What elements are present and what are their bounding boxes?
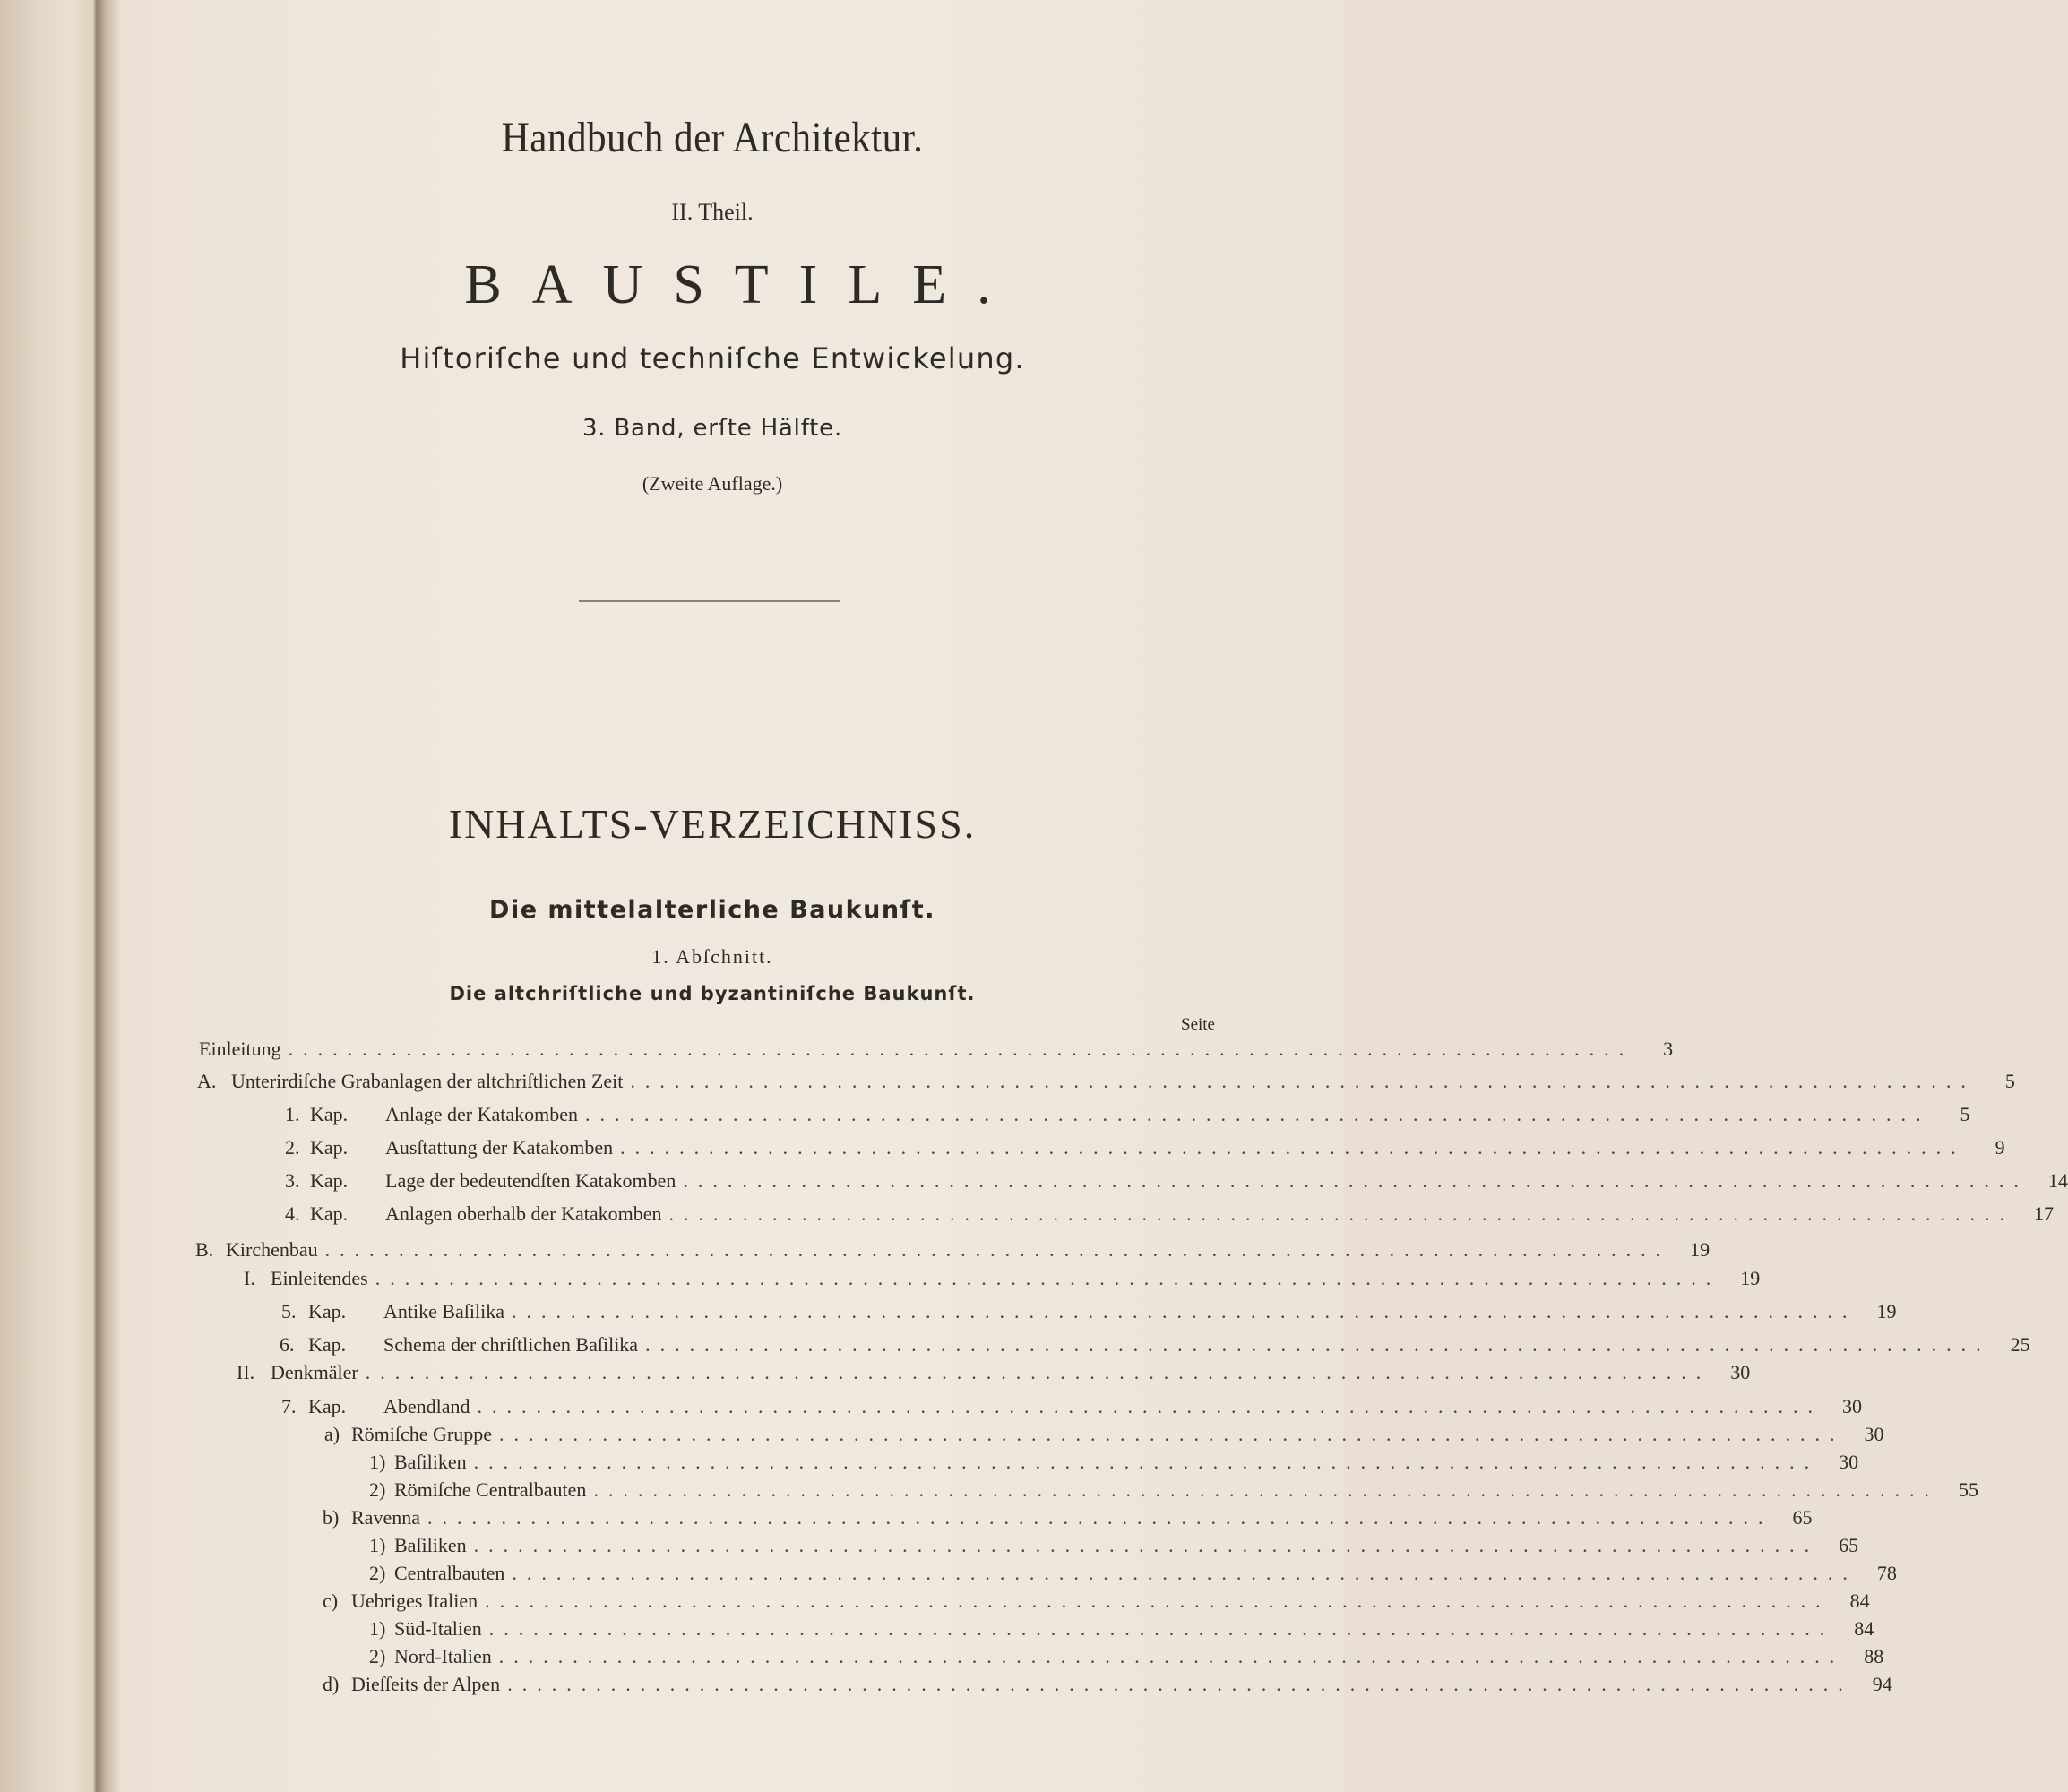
toc-entry-label: Kirchenbau (226, 1238, 318, 1261)
toc-entry (244, 1267, 1761, 1289)
toc-entry-label: Anlagen oberhalb der Katakomben (385, 1202, 662, 1225)
dot-leader: ........................................................................................... (499, 1423, 1845, 1445)
toc-entry (281, 1395, 1863, 1417)
toc-entry-label: Schema der chriſtlichen Baſilika (383, 1333, 639, 1356)
toc-entry-label: Dieſſeits der Alpen (351, 1673, 501, 1695)
dot-leader: ........................................................................................... (498, 1645, 1845, 1667)
toc-entry-number: 2) (369, 1645, 386, 1667)
section-title: Die mittelalterliche Baukunſt. (489, 896, 935, 924)
toc-entry-number: 2) (369, 1562, 386, 1584)
dot-leader: ........................................................................................... (365, 1361, 1711, 1383)
toc-entry-number: 5. (281, 1300, 297, 1322)
toc-entry-page: 84 (1849, 1590, 1870, 1612)
toc-entry-page: 88 (1864, 1645, 1884, 1667)
dot-leader: ........................................................................................... (512, 1562, 1857, 1584)
toc-entry-page: 84 (1854, 1617, 1874, 1640)
toc-entry-label: Einleitung (199, 1038, 281, 1060)
main-title: BAUSTILE. (464, 254, 1021, 315)
dot-leader: ........................................................................................... (630, 1070, 1976, 1092)
toc-entry-page: 94 (1872, 1673, 1892, 1695)
toc-entry-page: 30 (1842, 1395, 1863, 1417)
section-number: 1. Abſchnitt. (651, 945, 773, 968)
toc-entry-number: 1. (285, 1103, 300, 1125)
dot-leader: ........................................................................................... (324, 1238, 1671, 1261)
toc-entry-label: Unterirdiſche Grabanlagen der altchriſtlichen Zeit (231, 1070, 624, 1092)
toc-entry (323, 1673, 1892, 1695)
toc-entry (369, 1478, 1978, 1501)
toc-entry (324, 1423, 1884, 1445)
toc-entry (369, 1534, 1859, 1556)
toc-entry-number: 2) (369, 1478, 386, 1501)
dot-leader: ........................................................................................... (683, 1169, 2029, 1192)
dot-leader: ........................................................................................... (593, 1478, 1939, 1501)
toc-entry (281, 1300, 1897, 1322)
toc-entry-page: 30 (1730, 1361, 1751, 1383)
toc-entry-number: 1) (369, 1617, 386, 1640)
toc-entry-number: II. (237, 1361, 255, 1383)
toc-entry (369, 1617, 1874, 1640)
contents-heading: INHALTS-VERZEICHNISS. (448, 801, 977, 847)
toc-entry-number: 2. (285, 1136, 300, 1159)
toc-entry-kap: Kap. (308, 1300, 347, 1322)
toc-entry (237, 1361, 1751, 1383)
toc-entry-label: Lage der bedeutendſten Katakomben (385, 1169, 676, 1192)
toc-entry-kap: Kap. (310, 1169, 349, 1192)
toc-entry-number: 7. (281, 1395, 297, 1417)
toc-entry-number: c) (323, 1590, 339, 1612)
dot-leader: ........................................................................................... (585, 1103, 1931, 1125)
dot-leader: ........................................................................................... (507, 1673, 1853, 1695)
volume-label: 3. Band, erſte Hälfte. (582, 415, 843, 442)
toc-entry-page: 19 (1876, 1300, 1897, 1322)
toc-entry-kap: Kap. (310, 1136, 349, 1159)
toc-entry (285, 1169, 2068, 1192)
toc-entry-label: Nord-Italien (394, 1645, 492, 1667)
toc-entry (195, 1238, 1710, 1261)
toc-entry-label: Ravenna (351, 1506, 420, 1529)
toc-entry-page: 30 (1864, 1423, 1884, 1445)
toc-entry-number: 6. (280, 1333, 295, 1356)
toc-entry (369, 1645, 1884, 1667)
toc-entry-label: Abendland (383, 1395, 470, 1417)
toc-entry-number: b) (323, 1506, 340, 1529)
subtitle: Hiſtoriſche und techniſche Entwickelung. (400, 341, 1025, 375)
dot-leader: ........................................................................................... (620, 1136, 1966, 1159)
toc-entry-label: Einleitendes (271, 1267, 368, 1289)
toc-entry (323, 1590, 1870, 1612)
toc-entry-kap: Kap. (308, 1395, 347, 1417)
dot-leader: ........................................................................................... (427, 1506, 1773, 1529)
toc-entry-number: I. (244, 1267, 255, 1289)
dot-leader: ........................................................................................... (485, 1590, 1831, 1612)
toc-entry (369, 1451, 1859, 1473)
toc-entry-label: Anlage der Katakomben (385, 1103, 579, 1125)
toc-entry (285, 1202, 2054, 1225)
page-column-label: Seite (1181, 1015, 1215, 1034)
toc-entry-number: B. (195, 1238, 214, 1261)
toc-entry (323, 1506, 1813, 1529)
toc-entry-label: Denkmäler (271, 1361, 358, 1383)
toc-entry-kap: Kap. (310, 1103, 349, 1125)
book-title: Handbuch der Architektur. (501, 114, 924, 161)
toc-entry-page: 30 (1839, 1451, 1859, 1473)
dot-leader: ........................................................................................... (477, 1395, 1823, 1417)
section-subtitle: Die altchriſtliche und byzantiniſche Baukunſt. (449, 983, 976, 1004)
toc-entry (285, 1136, 2005, 1159)
toc-entry-page: 14 (2047, 1169, 2068, 1192)
toc-entry-label: Baſiliken (394, 1534, 467, 1556)
toc-entry-page: 78 (1876, 1562, 1897, 1584)
toc-entry-page: 5 (2004, 1070, 2015, 1092)
toc-entry-number: A. (197, 1070, 217, 1092)
dot-leader: ........................................................................................... (473, 1451, 1820, 1473)
toc-entry-label: Ausſtattung der Katakomben (385, 1136, 614, 1159)
toc-entry-page: 17 (2034, 1202, 2054, 1225)
part-label: II. Theil. (671, 199, 754, 225)
toc-entry-page: 19 (1690, 1238, 1710, 1261)
toc-entry-label: Römiſche Centralbauten (394, 1478, 587, 1501)
toc-entry (199, 1038, 1674, 1060)
toc-entry-page: 25 (2010, 1333, 2030, 1356)
toc-entry-page: 9 (1995, 1136, 2005, 1159)
toc-entry-page: 19 (1740, 1267, 1761, 1289)
toc-entry-page: 65 (1839, 1534, 1859, 1556)
toc-entry-number: 4. (285, 1202, 300, 1225)
toc-entry-number: d) (323, 1673, 340, 1695)
toc-entry-page: 5 (1960, 1103, 1970, 1125)
toc-entry (280, 1333, 2030, 1356)
dot-leader: ........................................................................................... (288, 1038, 1634, 1060)
toc-entry-kap: Kap. (310, 1202, 349, 1225)
toc-entry-number: 3. (285, 1169, 300, 1192)
divider-rule (579, 600, 840, 602)
toc-entry (197, 1070, 2015, 1092)
toc-entry (285, 1103, 1970, 1125)
dot-leader: ........................................................................................... (375, 1267, 1721, 1289)
toc-entry-label: Baſiliken (394, 1451, 467, 1473)
toc-entry (369, 1562, 1897, 1584)
toc-entry-number: a) (324, 1423, 340, 1445)
dot-leader: ........................................................................................... (645, 1333, 1991, 1356)
toc-entry-number: 1) (369, 1451, 386, 1473)
toc-entry-page: 65 (1792, 1506, 1813, 1529)
toc-entry-page: 3 (1663, 1038, 1674, 1060)
dot-leader: ........................................................................................... (488, 1617, 1835, 1640)
toc-entry-number: 1) (369, 1534, 386, 1556)
toc-entry-label: Uebriges Italien (351, 1590, 478, 1612)
toc-entry-label: Centralbauten (394, 1562, 505, 1584)
dot-leader: ........................................................................................... (473, 1534, 1820, 1556)
toc-entry-label: Süd-Italien (394, 1617, 482, 1640)
toc-entry-page: 55 (1958, 1478, 1978, 1501)
edition-label: (Zweite Auflage.) (642, 472, 783, 495)
toc-entry-label: Römiſche Gruppe (351, 1423, 493, 1445)
dot-leader: ........................................................................................... (512, 1300, 1857, 1322)
toc-entry-kap: Kap. (308, 1333, 347, 1356)
toc-entry-label: Antike Baſilika (383, 1300, 505, 1322)
dot-leader: ........................................................................................... (668, 1202, 2014, 1225)
